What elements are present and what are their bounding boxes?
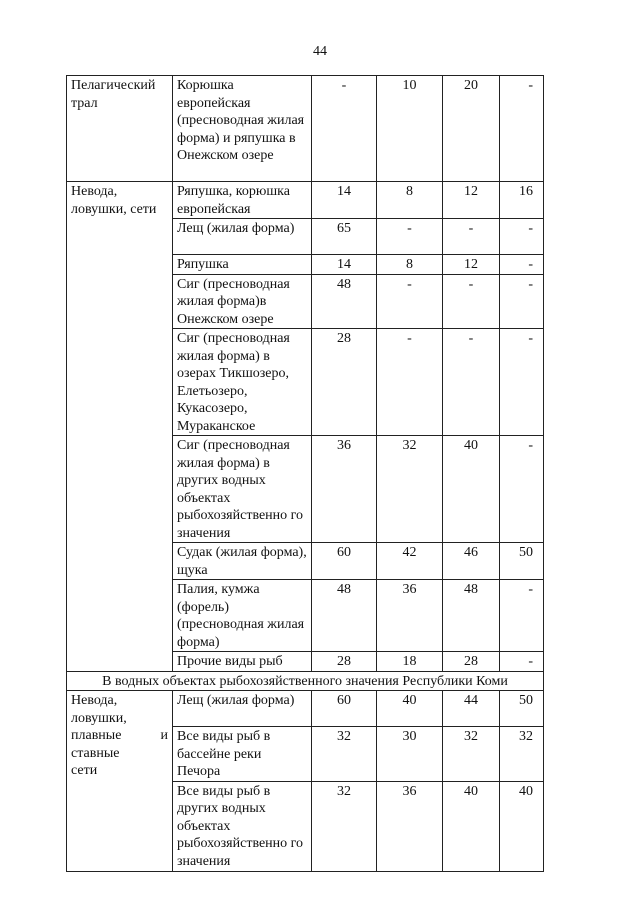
value-cell: 40 bbox=[500, 781, 544, 871]
species-cell: Корюшка европейская (пресноводная жилая форма) и ряпушка в Онежском озере bbox=[173, 76, 312, 182]
value-cell: 10 bbox=[377, 76, 443, 182]
value-cell: 12 bbox=[443, 255, 500, 275]
value-cell: 40 bbox=[443, 436, 500, 543]
gear-line: ставные bbox=[71, 745, 120, 761]
value-cell: 32 bbox=[377, 436, 443, 543]
value-cell: 48 bbox=[312, 274, 377, 329]
value-cell: 16 bbox=[500, 182, 544, 219]
value-cell: 46 bbox=[443, 543, 500, 580]
value-cell: 40 bbox=[443, 781, 500, 871]
gear-word: плавные bbox=[71, 728, 122, 743]
gear-word: и bbox=[160, 728, 168, 743]
table-row bbox=[67, 691, 544, 727]
value-cell: 60 bbox=[312, 543, 377, 580]
gear-line: Невода, bbox=[71, 693, 118, 708]
value-cell: - bbox=[312, 76, 377, 182]
value-cell: 32 bbox=[312, 781, 377, 871]
gear-cell bbox=[67, 691, 173, 872]
gear-line: сети bbox=[71, 763, 98, 778]
value-cell: 65 bbox=[312, 219, 377, 255]
value-cell: 50 bbox=[500, 691, 544, 727]
value-cell: - bbox=[500, 255, 544, 275]
value-cell: 44 bbox=[443, 691, 500, 727]
gear-cell: Пелагический трал bbox=[67, 76, 173, 182]
value-cell: - bbox=[443, 329, 500, 436]
value-cell: 18 bbox=[377, 652, 443, 672]
value-cell: - bbox=[500, 219, 544, 255]
value-cell: - bbox=[377, 219, 443, 255]
value-cell: 36 bbox=[377, 781, 443, 871]
fishing-norms-table bbox=[66, 75, 544, 872]
value-cell: 32 bbox=[443, 727, 500, 782]
section-heading: В водных объектах рыбохозяйственного значения Республики Коми bbox=[67, 671, 544, 691]
value-cell: 8 bbox=[377, 182, 443, 219]
value-cell: 48 bbox=[312, 580, 377, 652]
page-number: 44 bbox=[313, 44, 327, 59]
species-cell: Ряпушка, корюшка европейская bbox=[173, 182, 312, 219]
table-row bbox=[67, 182, 544, 219]
value-cell: - bbox=[443, 219, 500, 255]
value-cell: 36 bbox=[377, 580, 443, 652]
value-cell: - bbox=[500, 580, 544, 652]
value-cell: 36 bbox=[312, 436, 377, 543]
species-cell: Палия, кумжа (форель) (пресноводная жилая форма) bbox=[173, 580, 312, 652]
value-cell: - bbox=[500, 652, 544, 672]
value-cell: - bbox=[500, 436, 544, 543]
gear-line bbox=[71, 727, 168, 745]
gear-line: ловушки, bbox=[71, 710, 127, 726]
value-cell: - bbox=[377, 329, 443, 436]
value-cell: 50 bbox=[500, 543, 544, 580]
species-cell: Прочие виды рыб bbox=[173, 652, 312, 672]
value-cell: 60 bbox=[312, 691, 377, 727]
species-cell: Лещ (жилая форма) bbox=[173, 219, 312, 255]
species-cell: Сиг (пресноводная жилая форма)в Онежском озере bbox=[173, 274, 312, 329]
value-cell: - bbox=[377, 274, 443, 329]
value-cell: - bbox=[500, 329, 544, 436]
value-cell: 48 bbox=[443, 580, 500, 652]
value-cell: 14 bbox=[312, 182, 377, 219]
value-cell: 32 bbox=[500, 727, 544, 782]
value-cell: 42 bbox=[377, 543, 443, 580]
species-cell: Ряпушка bbox=[173, 255, 312, 275]
value-cell: 20 bbox=[443, 76, 500, 182]
value-cell: 12 bbox=[443, 182, 500, 219]
species-cell: Все виды рыб в бассейне реки Печора bbox=[173, 727, 312, 782]
species-cell: Лещ (жилая форма) bbox=[173, 691, 312, 727]
value-cell: - bbox=[500, 76, 544, 182]
species-cell: Судак (жилая форма), щука bbox=[173, 543, 312, 580]
species-cell: Сиг (пресноводная жилая форма) в озерах Тикшозеро, Елетьозеро, Кукасозеро, Мураканское bbox=[173, 329, 312, 436]
species-cell: Сиг (пресноводная жилая форма) в других водных объектах рыбохозяйственно го значения bbox=[173, 436, 312, 543]
gear-cell: Невода, ловушки, сети bbox=[67, 182, 173, 672]
value-cell: 28 bbox=[443, 652, 500, 672]
value-cell: - bbox=[443, 274, 500, 329]
value-cell: 40 bbox=[377, 691, 443, 727]
value-cell: 28 bbox=[312, 652, 377, 672]
value-cell: 30 bbox=[377, 727, 443, 782]
value-cell: - bbox=[500, 274, 544, 329]
value-cell: 14 bbox=[312, 255, 377, 275]
species-cell: Все виды рыб в других водных объектах рыбохозяйственно го значения bbox=[173, 781, 312, 871]
table-section-row bbox=[67, 671, 544, 691]
value-cell: 8 bbox=[377, 255, 443, 275]
table-row bbox=[67, 76, 544, 182]
value-cell: 32 bbox=[312, 727, 377, 782]
value-cell: 28 bbox=[312, 329, 377, 436]
